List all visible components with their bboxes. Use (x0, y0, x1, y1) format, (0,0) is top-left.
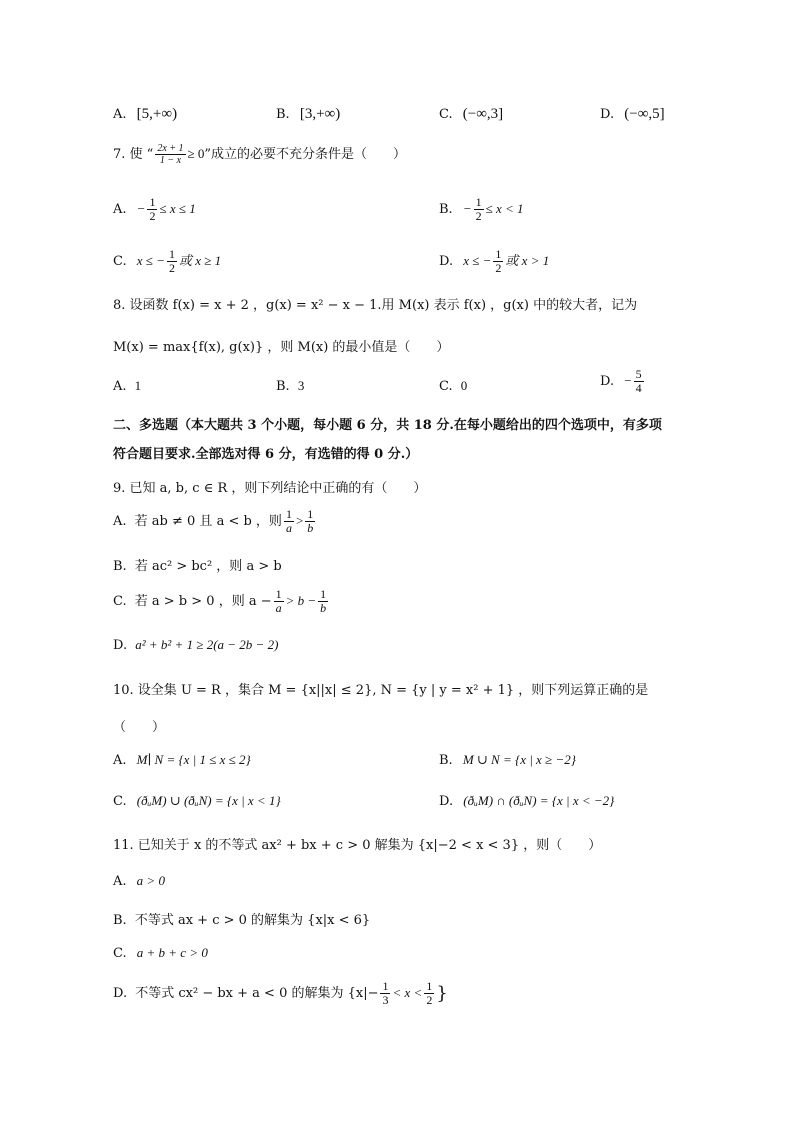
q11-stem: 11. 已知关于 x 的不等式 ax² + bx + c > 0 解集为 {x|−2 < x < 3} ，则（ ） (113, 838, 602, 853)
option-math: ≤ x ≤ 1 (159, 201, 196, 217)
option-text: 不等式 ax + c > 0 的解集为 {x|x < 6} (134, 913, 371, 928)
option-math: 或 x > 1 (505, 253, 550, 269)
fraction-numerator: 1 (275, 587, 282, 601)
option-label: A. (113, 202, 127, 218)
fraction-denominator: a (275, 601, 282, 616)
q7-option-c (113, 248, 221, 275)
fraction-denominator: 2 (495, 261, 502, 276)
option-label: D. (600, 107, 615, 122)
option-math: 或 x ≥ 1 (178, 253, 222, 269)
section-heading-line1: 二、多选题（本大题共 3 个小题，每小题 6 分，共 18 分.在每小题给出的四个选项中，有多项 (113, 418, 662, 433)
q10-stem: 10. 设全集 U = R ，集合 M = {x||x| ≤ 2}, N = {y | y = x² + 1} ，则下列运算正确的是 (113, 683, 649, 698)
fraction-denominator: a (285, 521, 292, 536)
fraction (155, 143, 185, 166)
option-label: A. (113, 514, 127, 530)
fraction (474, 196, 484, 223)
option-label: B. (113, 559, 127, 574)
fraction (634, 368, 644, 395)
q6-option-d (600, 106, 665, 123)
option-label: B. (439, 753, 453, 768)
fraction-denominator: b (307, 521, 314, 536)
option-text: [5,+∞) (136, 106, 178, 122)
option-label: D. (113, 986, 128, 1002)
q10-option-a (113, 752, 251, 768)
q11-option-c (113, 945, 208, 961)
option-math: } (436, 983, 448, 1005)
q10-option-b (439, 752, 576, 768)
stem-math: ≥ 0 (187, 146, 205, 161)
option-label: A. (113, 379, 127, 394)
fraction (493, 248, 503, 275)
fraction-numerator: 1 (382, 979, 389, 993)
option-math: a² + b² + 1 ≥ 2(a − 2b − 2) (135, 637, 279, 652)
fraction-numerator: 1 (320, 587, 327, 601)
option-math: x ≤ − (463, 253, 492, 269)
q6-option-a (113, 106, 177, 123)
option-math: (ðᵤM) ∪ (ðᵤN) = {x | x < 1} (136, 793, 281, 808)
fraction (274, 588, 284, 615)
option-math: a > 0 (136, 873, 165, 888)
option-math: < x < (392, 985, 423, 1001)
fraction-denominator: 2 (168, 261, 175, 276)
q10-paren: （ ） (113, 720, 166, 735)
fraction-numerator: 1 (426, 979, 433, 993)
option-math: > (295, 513, 304, 529)
option-label: D. (439, 794, 454, 809)
option-math: − (624, 373, 632, 389)
q11-option-d (113, 980, 448, 1007)
q8-option-d (600, 368, 646, 395)
fraction (424, 980, 434, 1007)
option-text: 若 a > b > 0 ，则 a − (134, 594, 272, 610)
fraction-denominator: b (320, 601, 327, 616)
q9-option-a (113, 508, 317, 535)
q7-option-d (439, 248, 549, 275)
stem-text: ”成立的必要不充分条件是（ ） (204, 147, 407, 162)
option-label: B. (439, 202, 453, 218)
option-label: B. (113, 913, 127, 928)
fraction-numerator: 5 (635, 367, 642, 381)
q11-option-a (113, 873, 165, 889)
fraction-denominator: 2 (149, 209, 156, 224)
fraction-denominator: 3 (382, 993, 389, 1008)
option-text: 不等式 cx² − bx + a < 0 的解集为 {x|− (135, 986, 379, 1002)
fraction-denominator: 4 (635, 381, 642, 396)
stem-text: 使 “ (129, 147, 154, 162)
q9-option-c (113, 588, 330, 615)
option-text: 3 (297, 378, 305, 393)
fraction-numerator: 1 (285, 507, 292, 521)
q6-option-c (439, 106, 503, 123)
option-text: (−∞,5] (624, 106, 665, 122)
option-text: [3,+∞) (299, 106, 341, 122)
q8-stem-line2: M(x) = max{f(x), g(x)} ，则 M(x) 的最小值是（ ） (113, 340, 450, 355)
q9-option-b (113, 555, 282, 574)
option-text: 若 ac² > bc² ，则 a > b (134, 559, 282, 574)
q6-option-b (276, 106, 340, 123)
q8-option-a (113, 378, 141, 394)
q8-option-c (439, 378, 467, 394)
q10-option-d (439, 793, 614, 809)
q9-stem: 9. 已知 a, b, c ∈ R ，则下列结论中正确的有（ ） (113, 481, 427, 496)
option-text: 0 (460, 378, 468, 393)
option-text: 若 ab ≠ 0 且 a < b ，则 (134, 514, 282, 530)
option-math: > b − (285, 593, 317, 609)
option-label: D. (113, 638, 128, 653)
fraction-denominator: 2 (475, 209, 482, 224)
fraction (305, 508, 315, 535)
option-math: M∣ N = {x | 1 ≤ x ≤ 2} (136, 752, 251, 767)
fraction-denominator: 1 − x (159, 155, 182, 166)
q8-stem-line1: 8. 设函数 f(x) = x + 2 ，g(x) = x² − x − 1.用 M(x) 表示 f(x) ，g(x) 中的较大者，记为 (113, 298, 638, 313)
fraction (380, 980, 390, 1007)
option-label: A. (113, 753, 127, 768)
option-label: D. (439, 254, 454, 270)
option-math: M ∪ N = {x | x ≥ −2} (462, 752, 576, 767)
option-label: C. (439, 107, 453, 122)
q7-stem (113, 143, 406, 166)
option-math: ≤ x < 1 (485, 201, 524, 217)
option-label: C. (113, 254, 127, 270)
q9-option-d (113, 637, 278, 653)
option-label: A. (113, 107, 127, 122)
option-label: B. (276, 107, 290, 122)
section-heading-line2: 符合题目要求.全部选对得 6 分，有选错的得 0 分.） (113, 447, 419, 462)
option-text: (−∞,3] (462, 106, 504, 122)
option-math: a + b + c > 0 (136, 945, 208, 960)
fraction-numerator: 1 (307, 507, 314, 521)
fraction (284, 508, 294, 535)
fraction-denominator: 2 (426, 993, 433, 1008)
q7-option-b (439, 196, 524, 223)
option-label: C. (113, 946, 127, 961)
option-math: (ðᵤM) ∩ (ðᵤN) = {x | x < −2} (463, 793, 615, 808)
option-math: x ≤ − (136, 253, 165, 269)
option-math: − (136, 201, 146, 217)
q8-option-b (276, 378, 304, 394)
fraction-numerator: 1 (495, 247, 502, 261)
fraction (167, 248, 177, 275)
option-math: − (462, 201, 472, 217)
option-label: A. (113, 874, 127, 889)
fraction-numerator: 1 (149, 195, 156, 209)
q7-option-a (113, 196, 196, 223)
option-label: D. (600, 374, 615, 390)
fraction (147, 196, 157, 223)
option-label: B. (276, 379, 290, 394)
fraction (318, 588, 328, 615)
fraction-numerator: 1 (475, 195, 482, 209)
question-number: 7. (113, 147, 126, 162)
fraction-numerator: 2x + 1 (157, 143, 184, 154)
option-label: C. (113, 794, 127, 809)
option-label: C. (113, 594, 127, 610)
q10-option-c (113, 793, 281, 809)
option-label: C. (439, 379, 453, 394)
fraction-numerator: 1 (168, 247, 175, 261)
q11-option-b (113, 909, 370, 928)
option-text: 1 (134, 378, 142, 393)
